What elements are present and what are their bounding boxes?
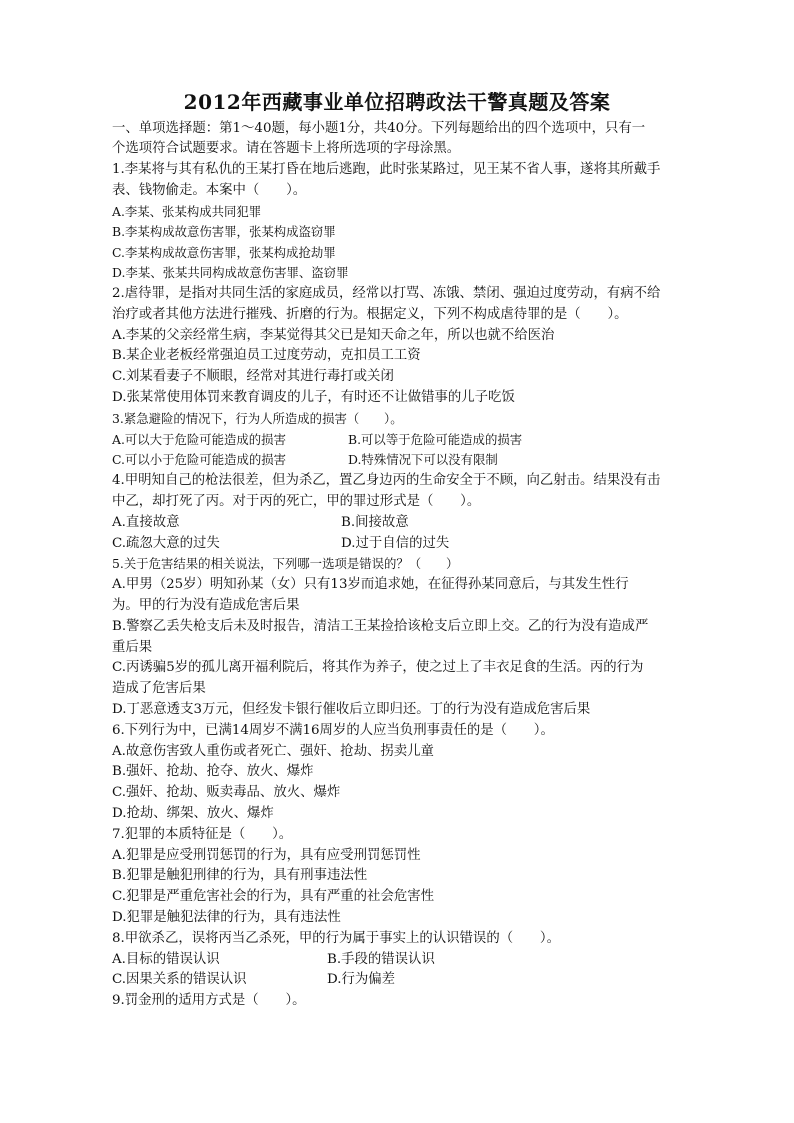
question-8-option-a: A.目标的错误认识 <box>112 952 220 967</box>
question-7-stem: 7.犯罪的本质特征是（ ）。 <box>112 827 293 842</box>
question-4-option-c: C.疏忽大意的过失 <box>112 536 220 551</box>
question-4-stem: 4.甲明知自己的枪法很差，但为杀乙，置乙身边丙的生命安全于不顾，向乙射击。结果没有击 <box>112 473 661 488</box>
question-8-option-b: B.手段的错误认识 <box>327 952 435 967</box>
question-7-option-c: C.犯罪是严重危害社会的行为，具有严重的社会危害性 <box>112 889 435 904</box>
question-1-option-c: C.李某构成故意伤害罪，张某构成抢劫罪 <box>112 245 336 260</box>
question-7-option-a: A.犯罪是应受刑罚惩罚的行为，具有应受刑罚惩罚性 <box>112 848 421 863</box>
question-6-option-c: C.强奸、抢劫、贩卖毒品、放火、爆炸 <box>112 785 341 800</box>
question-2-option-a: A.李某的父亲经常生病，李某觉得其父已是知天命之年，所以也就不给医治 <box>112 328 555 343</box>
question-3-option-d: D.特殊情况下可以没有限制 <box>348 452 498 467</box>
question-8-stem: 8.甲欲杀乙，误将丙当乙杀死，甲的行为属于事实上的认识错误的（ ）。 <box>112 931 560 946</box>
question-6-option-b: B.强奸、抢劫、抢夺、放火、爆炸 <box>112 764 314 779</box>
question-8-option-d: D.行为偏差 <box>327 972 396 987</box>
question-7-option-b: B.犯罪是触犯刑律的行为，具有刑事违法性 <box>112 868 368 883</box>
question-2-option-d: D.张某常使用体罚来教育调皮的儿子，有时还不让做错事的儿子吃饭 <box>112 390 515 405</box>
question-3-option-a: A.可以大于危险可能造成的损害 <box>112 432 286 447</box>
question-1-option-d: D.李某、张某共同构成故意伤害罪、盗窃罪 <box>112 265 349 280</box>
question-1-stem: 1.李某将与其有私仇的王某打昏在地后逃跑，此时张某路过，见王某不省人事，遂将其所戴手 <box>112 162 661 177</box>
question-2-option-b: B.某企业老板经常强迫员工过度劳动，克扣员工工资 <box>112 348 421 363</box>
question-2-option-c: C.刘某看妻子不顺眼，经常对其进行毒打或关闭 <box>112 369 394 384</box>
question-1-option-b: B.李某构成故意伤害罪，张某构成盗窃罪 <box>112 224 336 239</box>
question-9-stem: 9.罚金刑的适用方式是（ ）。 <box>112 993 306 1008</box>
question-5-option-a: A.甲男（25岁）明知孙某（女）只有13岁而追求她，在征得孙某同意后，与其发生性行 <box>112 577 629 592</box>
question-6-option-a: A.故意伤害致人重伤或者死亡、强奸、抢劫、拐卖儿童 <box>112 744 434 759</box>
question-4-option-d: D.过于自信的过失 <box>341 536 450 551</box>
question-5-option-a-cont: 为。甲的行为没有造成危害后果 <box>112 598 300 613</box>
section-instruction-line: 个选项符合试题要求。请在答题卡上将所选项的字母涂黑。 <box>112 141 461 156</box>
question-4-option-b: B.间接故意 <box>341 515 409 530</box>
question-3-option-b: B.可以等于危险可能造成的损害 <box>348 432 523 447</box>
question-5-option-c-cont: 造成了危害后果 <box>112 681 206 696</box>
question-5-option-d: D.丁恶意透支3万元，但经发卡银行催收后立即归还。丁的行为没有造成危害后果 <box>112 702 591 717</box>
question-5-option-b-cont: 重后果 <box>112 640 153 655</box>
question-1-stem: 表、钱物偷走。本案中（ ）。 <box>112 183 307 198</box>
question-2-stem: 治疗或者其他方法进行摧残、折磨的行为。根据定义，下列不构成虐待罪的是（ ）。 <box>112 307 628 322</box>
question-2-stem: 2.虐待罪，是指对共同生活的家庭成员，经常以打骂、冻饿、禁闭、强迫过度劳动，有病不给 <box>112 286 661 301</box>
question-6-stem: 6.下列行为中，已满14周岁不满16周岁的人应当负刑事责任的是（ ）。 <box>112 723 554 738</box>
question-3-option-c: C.可以小于危险可能造成的损害 <box>112 452 287 467</box>
question-4-option-a: A.直接故意 <box>112 515 180 530</box>
question-3-stem: 3.紧急避险的情况下，行为人所造成的损害（ ）。 <box>112 411 403 426</box>
question-5-option-b: B.警察乙丢失枪支后未及时报告，清洁工王某捡拾该枪支后立即上交。乙的行为没有造成严 <box>112 619 649 634</box>
document-title: 2012年西藏事业单位招聘政法干警真题及答案 <box>183 90 611 114</box>
question-6-option-d: D.抢劫、绑架、放火、爆炸 <box>112 806 274 821</box>
question-8-option-c: C.因果关系的错误认识 <box>112 972 247 987</box>
question-1-option-a: A.李某、张某构成共同犯罪 <box>112 204 262 219</box>
section-instruction-line: 一、单项选择题：第1～40题，每小题1分，共40分。下列每题给出的四个选项中，只有一 <box>112 121 646 136</box>
question-5-stem: 5.关于危害结果的相关说法，下列哪一选项是错误的？（ ） <box>112 556 459 571</box>
question-5-option-c: C.丙诱骗5岁的孤儿离开福利院后，将其作为养子，使之过上了丰衣足食的生活。丙的行为 <box>112 660 644 675</box>
question-4-stem: 中乙，却打死了丙。对于丙的死亡，甲的罪过形式是（ ）。 <box>112 494 481 509</box>
question-7-option-d: D.犯罪是触犯法律的行为，具有违法性 <box>112 910 341 925</box>
